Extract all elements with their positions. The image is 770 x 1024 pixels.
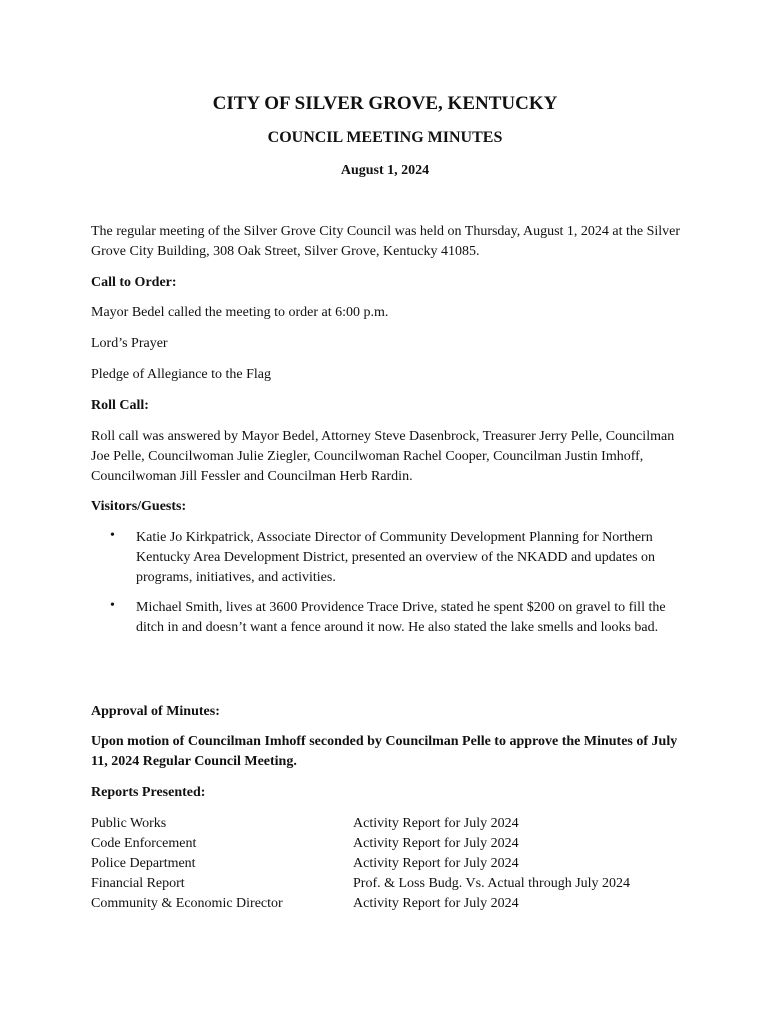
report-description: Prof. & Loss Budg. Vs. Actual through July 2024 xyxy=(353,876,631,891)
visitor-text: Michael Smith, lives at 3600 Providence Trace Drive, stated he spent $200 on gravel to fill the ditch in and doesn’t want a fence around it now. He also stated the lake smells and looks bad. xyxy=(136,600,666,635)
report-description: Activity Report for July 2024 xyxy=(353,856,519,871)
list-item xyxy=(110,528,680,588)
approval-heading: Approval of Minutes: xyxy=(91,704,220,719)
visitors-heading: Visitors/Guests: xyxy=(91,499,187,514)
report-description: Activity Report for July 2024 xyxy=(353,816,519,831)
table-row xyxy=(91,814,691,834)
roll-call-heading: Roll Call: xyxy=(91,398,149,413)
report-name: Public Works xyxy=(91,816,167,831)
report-description: Activity Report for July 2024 xyxy=(353,836,519,851)
roll-call-text: Roll call was answered by Mayor Bedel, Attorney Steve Dasenbrock, Treasurer Jerry Pelle, Councilman Joe Pelle, Councilwoman Julie Ziegler, Councilwoman Rachel Cooper, Councilman Justin Imhoff, Councilwoman Jill Fessler and Councilman Herb Rardin. xyxy=(91,429,675,484)
call-to-order-line: Lord’s Prayer xyxy=(91,336,168,351)
visitor-text: Katie Jo Kirkpatrick, Associate Director of Community Development Planning for Northern Kentucky Area Development District, presented an overview of the NKADD and updates on programs, initiatives, and activities. xyxy=(136,530,656,585)
report-name: Financial Report xyxy=(91,876,185,891)
call-to-order-line: Pledge of Allegiance to the Flag xyxy=(91,367,272,382)
table-row xyxy=(91,894,691,914)
table-row xyxy=(91,834,691,854)
report-name: Code Enforcement xyxy=(91,836,197,851)
table-row xyxy=(91,874,691,894)
document-title: CITY OF SILVER GROVE, KENTUCKY xyxy=(212,93,558,114)
call-to-order-line: Mayor Bedel called the meeting to order at 6:00 p.m. xyxy=(91,305,389,320)
report-name: Community & Economic Director xyxy=(91,896,283,911)
list-item xyxy=(110,598,680,638)
approval-motion: Upon motion of Councilman Imhoff seconded by Councilman Pelle to approve the Minutes of July 11, 2024 Regular Council Meeting. xyxy=(91,734,678,769)
document-subtitle: COUNCIL MEETING MINUTES xyxy=(267,129,503,146)
visitors-list xyxy=(110,528,680,648)
bullet-icon: • xyxy=(110,598,115,613)
call-to-order-heading: Call to Order: xyxy=(91,275,177,290)
bullet-icon: • xyxy=(110,528,115,543)
report-name: Police Department xyxy=(91,856,196,871)
reports-table xyxy=(91,814,691,914)
meeting-date: August 1, 2024 xyxy=(340,163,430,178)
table-row xyxy=(91,854,691,874)
reports-heading: Reports Presented: xyxy=(91,785,206,800)
intro-paragraph: The regular meeting of the Silver Grove City Council was held on Thursday, August 1, 2024 at the Silver Grove City Building, 308 Oak Street, Silver Grove, Kentucky 41085. xyxy=(91,224,681,259)
report-description: Activity Report for July 2024 xyxy=(353,896,519,911)
